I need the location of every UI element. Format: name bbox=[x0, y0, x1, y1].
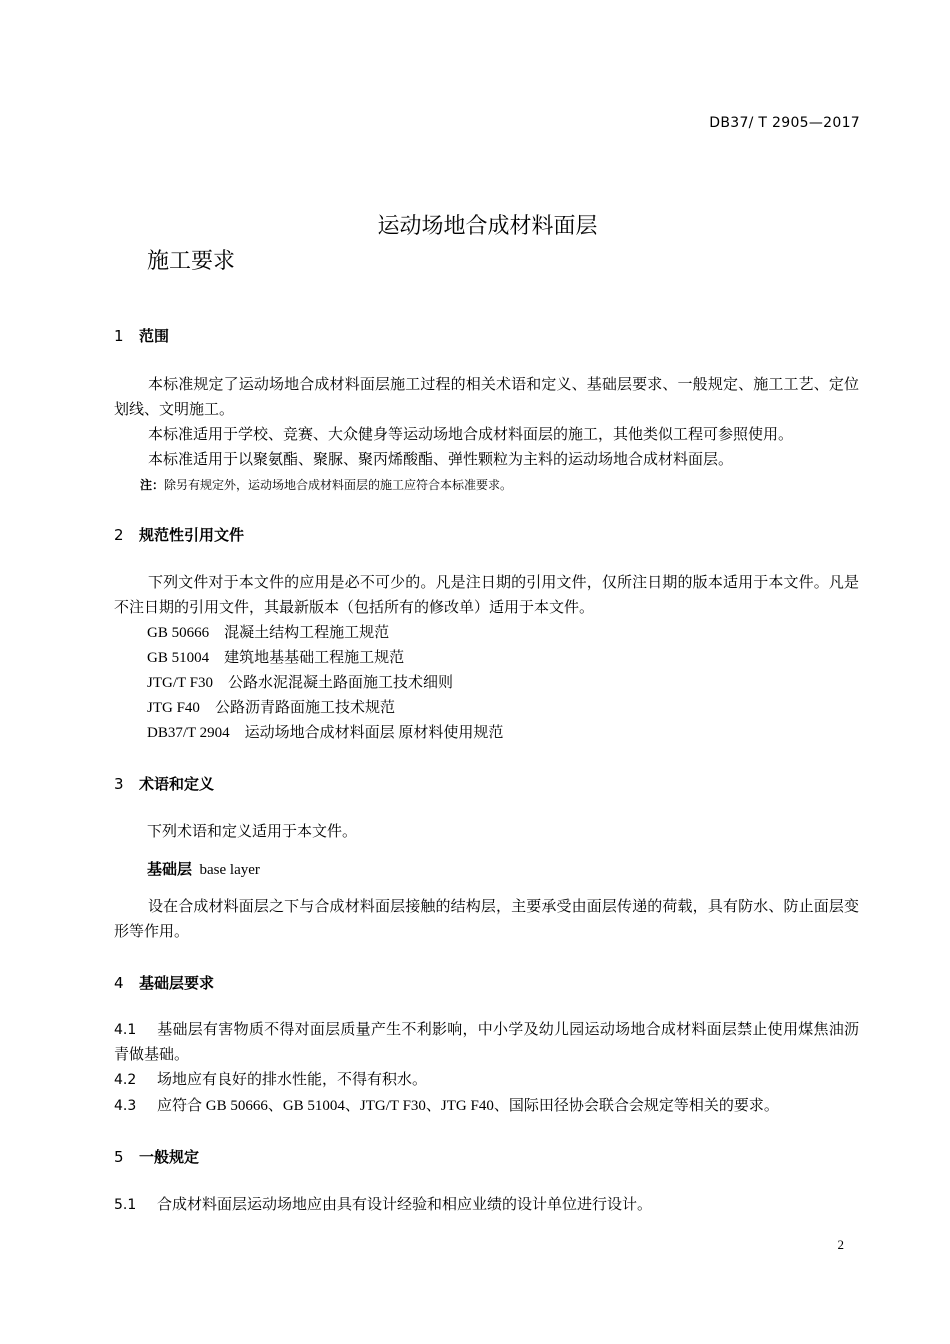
section-1-paragraph-2: 本标准适用于学校、竞赛、大众健身等运动场地合成材料面层的施工，其他类似工程可参照使用。 bbox=[148, 427, 794, 443]
clause-number: 4.3 bbox=[114, 1098, 137, 1114]
clause-text: 合成材料面层运动场地应由具有设计经验和相应业绩的设计单位进行设计。 bbox=[157, 1197, 653, 1213]
section-1-title: 范围 bbox=[139, 327, 170, 345]
section-4-number: 4 bbox=[114, 974, 124, 992]
clause-text: 场地应有良好的排水性能，不得有积水。 bbox=[157, 1072, 428, 1088]
clause-item bbox=[114, 1193, 859, 1218]
section-5-number: 5 bbox=[114, 1148, 124, 1166]
clause-number: 4.1 bbox=[114, 1022, 137, 1038]
reference-code: JTG F40 bbox=[147, 700, 200, 716]
section-3-number: 3 bbox=[114, 775, 124, 793]
reference-item bbox=[147, 721, 503, 746]
reference-name: 运动场地合成材料面层 原材料使用规范 bbox=[244, 725, 504, 741]
section-3-heading bbox=[114, 773, 214, 794]
section-5-heading bbox=[114, 1146, 199, 1167]
clause-number: 5.1 bbox=[114, 1197, 137, 1213]
section-2-intro: 下列文件对于本文件的应用是必不可少的。凡是注日期的引用文件，仅所注日期的版本适用于本文件。凡是不注日期的引用文件，其最新版本（包括所有的修改单）适用于本文件。 bbox=[114, 575, 859, 616]
reference-item bbox=[147, 646, 404, 671]
section-4-heading bbox=[114, 972, 214, 993]
clause-number: 4.2 bbox=[114, 1072, 137, 1088]
reference-name: 公路水泥混凝土路面施工技术细则 bbox=[227, 675, 453, 691]
reference-item bbox=[147, 671, 453, 696]
term-entry bbox=[147, 857, 260, 883]
note-label: 注： bbox=[140, 478, 165, 492]
reference-code: JTG/T F30 bbox=[147, 675, 213, 691]
term-english: base layer bbox=[199, 862, 260, 878]
reference-name: 建筑地基基础工程施工规范 bbox=[224, 650, 405, 666]
document-title-line2: 施工要求 bbox=[147, 249, 236, 274]
section-3-title: 术语和定义 bbox=[139, 775, 215, 793]
standard-number: DB37/ T 2905—2017 bbox=[709, 115, 860, 131]
reference-item bbox=[147, 621, 389, 646]
clause-item bbox=[114, 1094, 859, 1119]
term-chinese: 基础层 bbox=[147, 860, 193, 878]
reference-code: GB 51004 bbox=[147, 650, 210, 666]
clause-text: 基础层有害物质不得对面层质量产生不利影响，中小学及幼儿园运动场地合成材料面层禁止使用煤焦油沥青做基础。 bbox=[114, 1022, 859, 1063]
section-3-intro: 下列术语和定义适用于本文件。 bbox=[147, 824, 358, 840]
document-title-line1: 运动场地合成材料面层 bbox=[377, 214, 598, 239]
clause-text: 应符合 GB 50666、GB 51004、JTG/T F30、JTG F40、国际田径协会联合会规定等相关的要求。 bbox=[157, 1098, 779, 1114]
section-5-title: 一般规定 bbox=[139, 1148, 200, 1166]
clause-item bbox=[114, 1018, 859, 1068]
section-1-paragraph-1: 本标准规定了运动场地合成材料面层施工过程的相关术语和定义、基础层要求、一般规定、施工工艺、定位划线、文明施工。 bbox=[114, 377, 859, 418]
reference-code: GB 50666 bbox=[147, 625, 210, 641]
reference-name: 公路沥青路面施工技术规范 bbox=[214, 700, 395, 716]
section-1-heading bbox=[114, 325, 169, 346]
section-1-note bbox=[140, 476, 512, 493]
section-2-title: 规范性引用文件 bbox=[139, 526, 245, 544]
section-1-number: 1 bbox=[114, 327, 124, 345]
term-definition: 设在合成材料面层之下与合成材料面层接触的结构层，主要承受由面层传递的荷载，具有防水、防止面层变形等作用。 bbox=[114, 899, 859, 940]
reference-item bbox=[147, 696, 395, 721]
section-2-heading bbox=[114, 524, 244, 545]
page-number: 2 bbox=[837, 1237, 844, 1252]
section-4-title: 基础层要求 bbox=[139, 974, 215, 992]
reference-code: DB37/T 2904 bbox=[147, 725, 230, 741]
clause-item bbox=[114, 1068, 859, 1093]
reference-name: 混凝土结构工程施工规范 bbox=[224, 625, 390, 641]
note-text: 除另有规定外，运动场地合成材料面层的施工应符合本标准要求。 bbox=[164, 478, 513, 492]
section-1-paragraph-3: 本标准适用于以聚氨酯、聚脲、聚丙烯酸酯、弹性颗粒为主料的运动场地合成材料面层。 bbox=[148, 452, 734, 468]
section-2-number: 2 bbox=[114, 526, 124, 544]
